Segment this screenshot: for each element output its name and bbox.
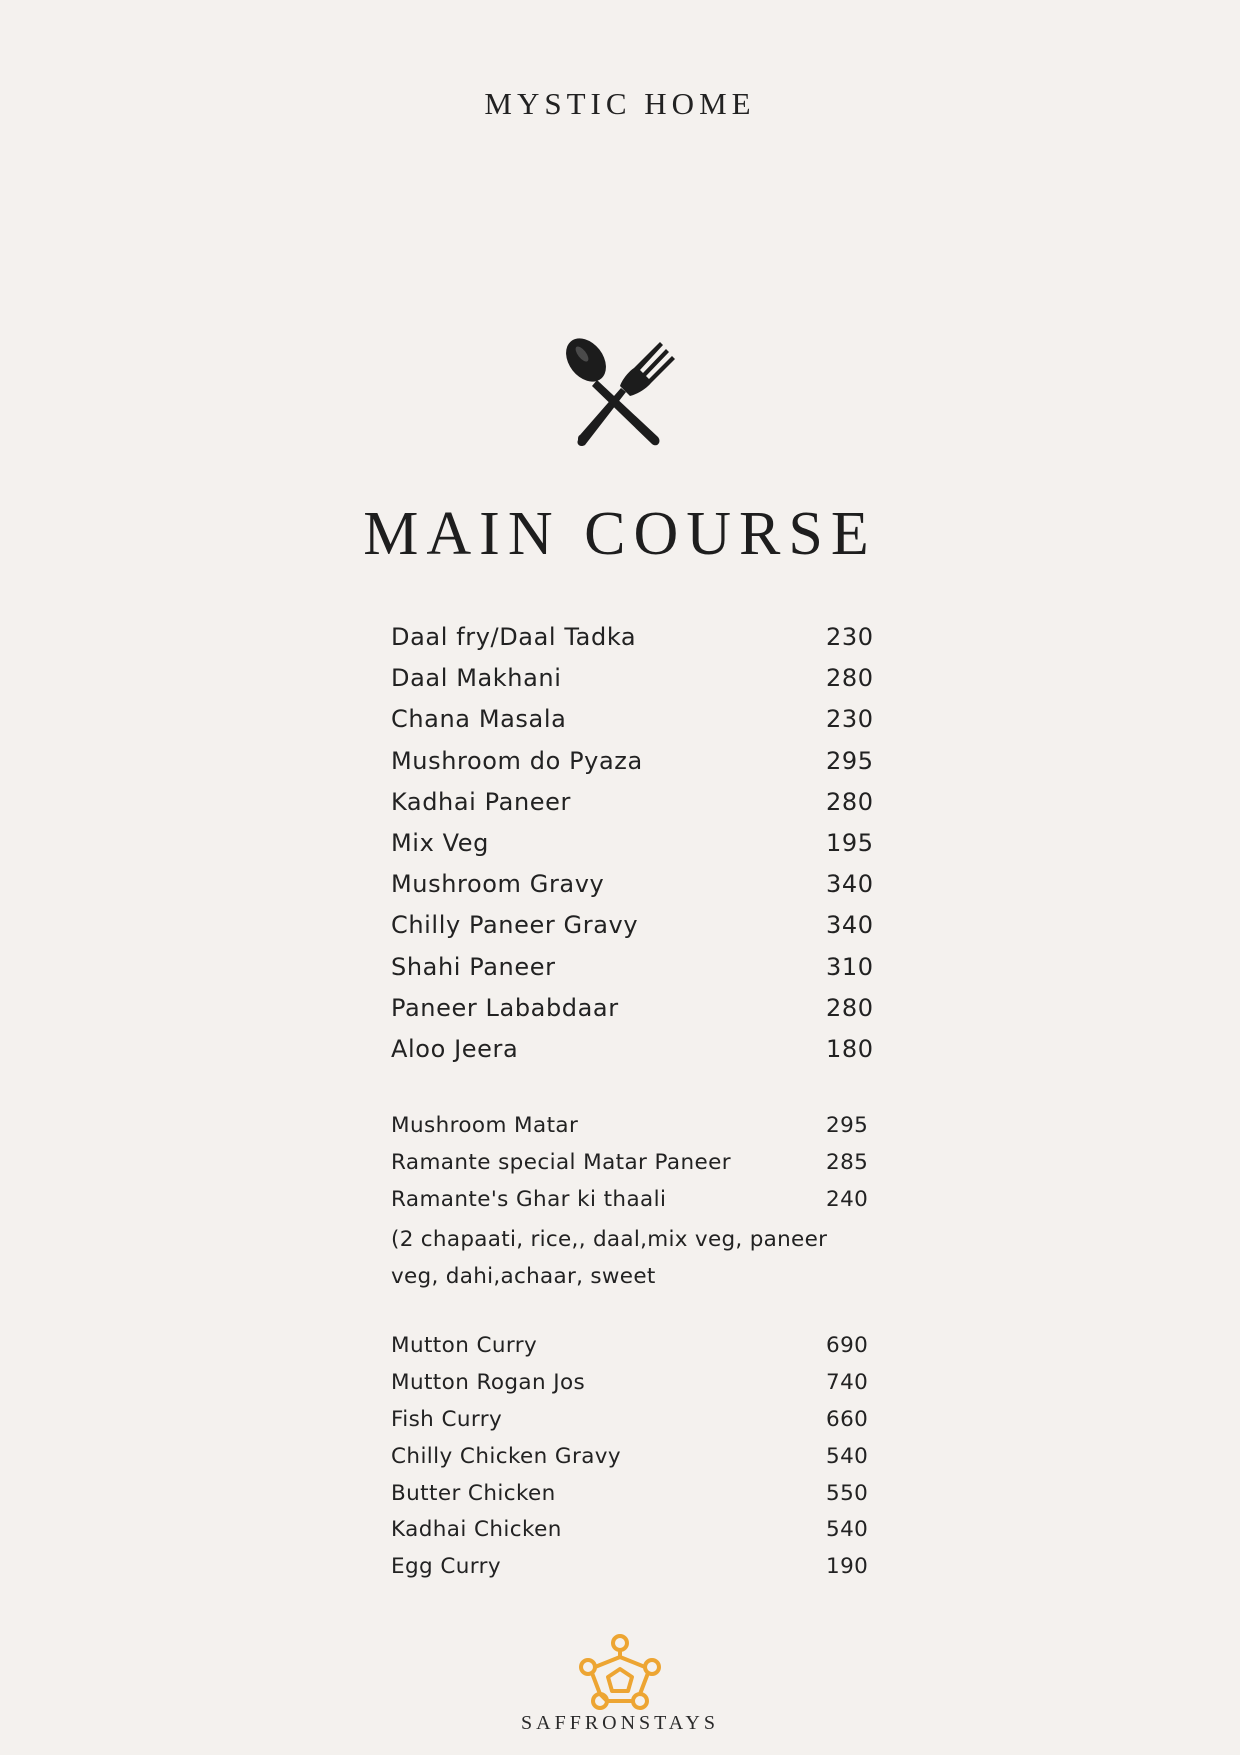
menu-item — [391, 825, 874, 866]
footer-brand: SAFFRONSTAYS — [521, 1712, 719, 1734]
menu-item — [391, 990, 874, 1031]
brand-name: MYSTIC HOME — [484, 86, 756, 121]
menu-item — [391, 907, 874, 948]
item-name: Daal Makhani — [391, 664, 562, 693]
item-name: Ramante's Ghar ki thaali — [391, 1186, 667, 1212]
menu-item — [391, 1367, 871, 1404]
menu-item — [391, 1478, 871, 1515]
item-price: 340 — [826, 911, 874, 940]
item-price: 195 — [826, 828, 874, 857]
item-name: Paneer Lababdaar — [391, 993, 619, 1022]
menu-item — [391, 701, 874, 742]
menu-item — [391, 1514, 871, 1551]
item-name: Mutton Curry — [391, 1333, 538, 1358]
menu-item — [391, 1551, 871, 1588]
saffronstays-logo-icon — [578, 1633, 662, 1711]
item-price: 240 — [826, 1186, 869, 1212]
menu-item — [391, 1110, 871, 1147]
item-price: 280 — [826, 787, 874, 816]
item-name: Ramante special Matar Paneer — [391, 1149, 732, 1175]
item-price: 340 — [826, 870, 874, 899]
thaali-description: (2 chapaati, rice,, daal,mix veg, paneer veg, dahi,achaar, sweet — [391, 1226, 828, 1289]
item-price: 295 — [826, 746, 874, 775]
item-name: Mushroom Matar — [391, 1113, 579, 1138]
menu-item — [391, 1031, 874, 1072]
item-price: 230 — [826, 705, 874, 734]
item-price: 295 — [826, 1113, 869, 1138]
item-price: 310 — [826, 952, 874, 981]
menu-item — [391, 1147, 871, 1184]
item-price: 180 — [826, 1034, 874, 1063]
item-price: 690 — [826, 1333, 869, 1358]
item-price: 540 — [826, 1443, 869, 1469]
item-name: Mushroom Gravy — [391, 870, 605, 899]
item-name: Chilly Chicken Gravy — [391, 1443, 622, 1469]
menu-item — [391, 660, 874, 701]
menu-item — [391, 1330, 871, 1367]
item-name: Daal fry/Daal Tadka — [391, 623, 637, 651]
menu-item — [391, 1184, 871, 1221]
section-title: MAIN COURSE — [363, 500, 877, 568]
item-name: Shahi Paneer — [391, 952, 556, 981]
item-price: 285 — [826, 1149, 869, 1175]
spoon-fork-icon — [562, 336, 678, 448]
item-price: 230 — [826, 623, 874, 651]
item-name: Chana Masala — [391, 705, 567, 734]
menu-item — [391, 743, 874, 784]
menu-item — [391, 1441, 871, 1478]
menu-item — [391, 1404, 871, 1441]
item-name: Mix Veg — [391, 828, 489, 857]
item-name: Mushroom do Pyaza — [391, 746, 643, 775]
menu-item — [391, 619, 874, 660]
menu-group-specials — [391, 1110, 871, 1295]
menu-group-non-veg — [391, 1330, 871, 1588]
menu-item — [391, 866, 874, 907]
item-price: 190 — [826, 1554, 869, 1580]
item-price: 280 — [826, 664, 874, 693]
item-name: Aloo Jeera — [391, 1034, 519, 1063]
menu-item — [391, 949, 874, 990]
item-price: 550 — [826, 1480, 869, 1506]
item-name: Chilly Paneer Gravy — [391, 911, 639, 940]
item-price: 660 — [826, 1406, 869, 1432]
item-price: 280 — [826, 993, 874, 1022]
item-name: Fish Curry — [391, 1406, 503, 1432]
item-price: 540 — [826, 1517, 869, 1543]
menu-group-veg — [391, 619, 874, 1072]
item-name: Kadhai Chicken — [391, 1517, 562, 1543]
item-name: Kadhai Paneer — [391, 787, 571, 816]
item-name: Mutton Rogan Jos — [391, 1369, 586, 1395]
item-price: 740 — [826, 1369, 869, 1395]
item-name: Butter Chicken — [391, 1480, 556, 1506]
item-name: Egg Curry — [391, 1554, 501, 1580]
menu-item — [391, 784, 874, 825]
